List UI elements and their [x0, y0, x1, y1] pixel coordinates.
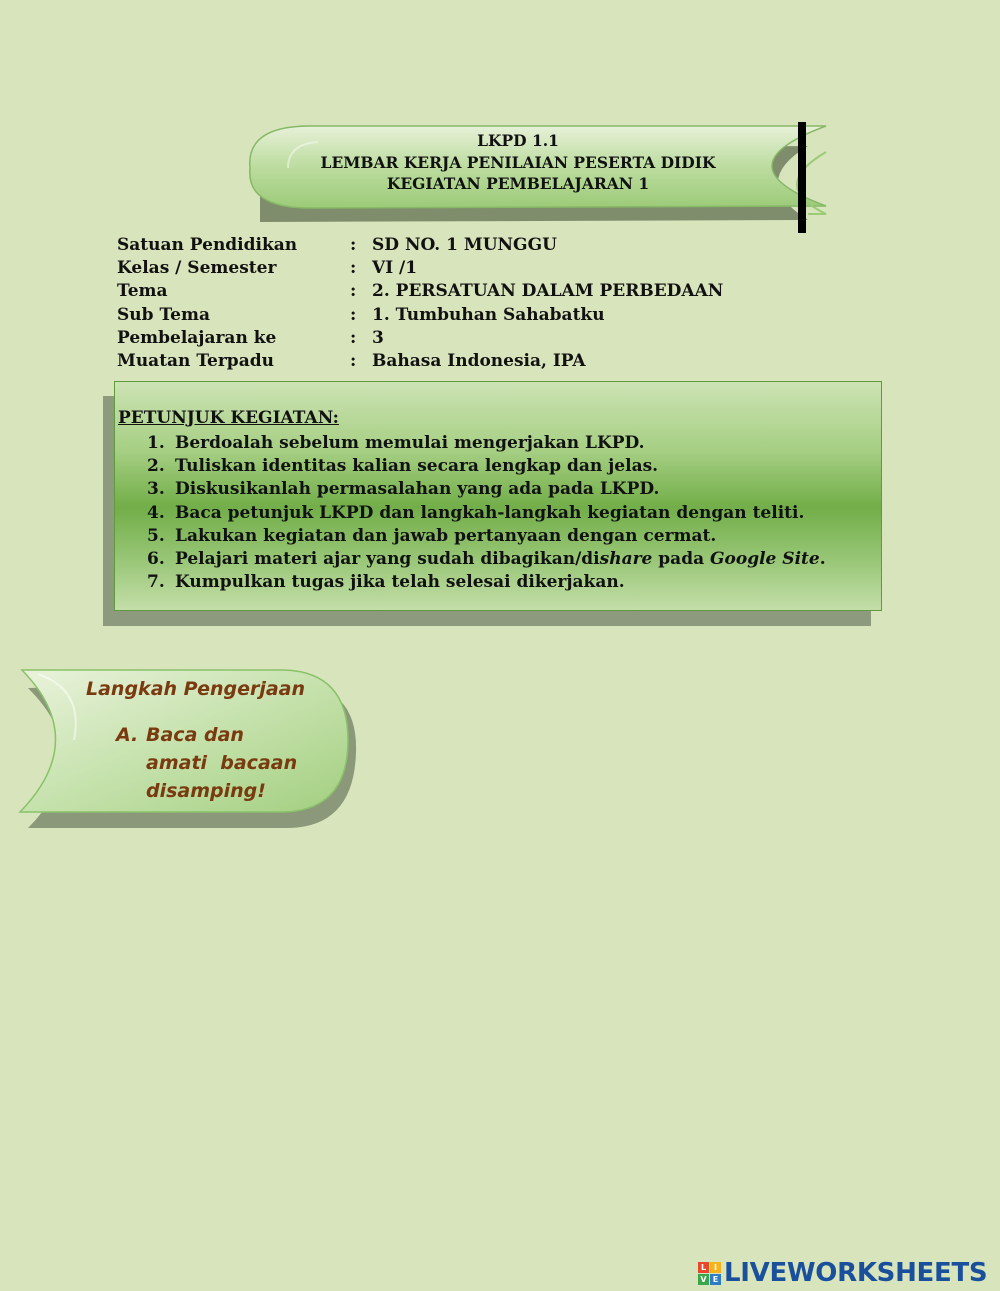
- identity-colon: :: [350, 281, 357, 302]
- logo-tile: I: [710, 1262, 721, 1273]
- steps-line: Baca dan: [146, 724, 244, 746]
- identity-row: [117, 304, 723, 327]
- logo-tile: V: [698, 1274, 709, 1285]
- identity-row: [117, 234, 723, 257]
- instruction-text-italic: Google Site: [710, 549, 820, 570]
- instruction-number: 4.: [147, 502, 165, 523]
- logo-tile: L: [698, 1262, 709, 1273]
- identity-row: [117, 350, 723, 373]
- instruction-text: Baca petunjuk LKPD dan langkah-langkah kegiatan dengan teliti.: [175, 502, 805, 523]
- identity-colon: :: [350, 351, 357, 372]
- title-line-3: KEGIATAN PEMBELAJARAN 1: [386, 174, 650, 193]
- instruction-text: Lakukan kegiatan dan jawab pertanyaan dengan cermat.: [175, 525, 717, 546]
- instruction-text: [175, 548, 826, 571]
- identity-colon: :: [350, 327, 357, 348]
- instruction-item: [147, 478, 826, 501]
- identity-value: VI /1: [372, 258, 418, 279]
- identity-table: [117, 234, 723, 373]
- instruction-text-part: .: [819, 549, 826, 570]
- steps-line: amati bacaan: [146, 752, 298, 774]
- instruction-item: [147, 548, 826, 571]
- steps-item: [116, 721, 297, 805]
- steps-line: disamping!: [146, 780, 266, 802]
- instruction-text: Diskusikanlah permasalahan yang ada pada LKPD.: [175, 479, 660, 500]
- identity-row: [117, 257, 723, 280]
- banner-title: [278, 130, 758, 195]
- instruction-item: [147, 525, 826, 548]
- instruction-number: 3.: [147, 479, 165, 500]
- steps-title: Langkah Pengerjaan: [86, 678, 306, 700]
- instruction-number: 5.: [147, 525, 165, 546]
- identity-label: Pembelajaran ke: [117, 327, 277, 348]
- identity-row: [117, 327, 723, 350]
- instruction-text-part: pada: [652, 549, 711, 570]
- identity-value: SD NO. 1 MUNGGU: [372, 235, 557, 255]
- instructions-box: [114, 381, 882, 611]
- instruction-number: 1.: [147, 433, 165, 453]
- identity-label: Muatan Terpadu: [117, 351, 274, 372]
- identity-colon: :: [350, 235, 357, 255]
- liveworksheets-logo: [698, 1258, 987, 1288]
- identity-label: Tema: [117, 281, 168, 302]
- identity-colon: :: [350, 258, 357, 279]
- header-banner: [248, 122, 828, 234]
- steps-item-text: [146, 721, 297, 805]
- instruction-text: Tuliskan identitas kalian secara lengkap dan jelas.: [175, 456, 659, 477]
- instruction-text-part: Pelajari materi ajar yang sudah dibagikan/di: [175, 549, 600, 570]
- steps-scroll: [18, 668, 358, 832]
- identity-value: 2. PERSATUAN DALAM PERBEDAAN: [372, 281, 724, 302]
- instruction-number: 2.: [147, 456, 165, 477]
- identity-row: [117, 280, 723, 303]
- instruction-text-italic: share: [599, 549, 653, 570]
- identity-value: 3: [372, 327, 384, 348]
- identity-value: 1. Tumbuhan Sahabatku: [372, 304, 605, 325]
- instruction-text: Kumpulkan tugas jika telah selesai dikerjakan.: [175, 572, 625, 593]
- title-line-1: LKPD 1.1: [477, 131, 559, 150]
- identity-label: Satuan Pendidikan: [117, 235, 298, 255]
- instruction-item: [147, 432, 826, 455]
- instructions-list: [147, 432, 826, 594]
- instructions-title: PETUNJUK KEGIATAN:: [118, 408, 339, 428]
- identity-label: Sub Tema: [117, 304, 210, 325]
- identity-colon: :: [350, 304, 357, 325]
- instruction-item: [147, 502, 826, 525]
- instruction-number: 6.: [147, 549, 165, 570]
- logo-tile: E: [710, 1274, 721, 1285]
- logo-text: LIVEWORKSHEETS: [724, 1258, 988, 1288]
- banner-vertical-bar: [798, 122, 806, 233]
- identity-label: Kelas / Semester: [117, 258, 277, 279]
- steps-item-letter: A.: [116, 724, 139, 746]
- instruction-number: 7.: [147, 572, 165, 593]
- title-line-2: LEMBAR KERJA PENILAIAN PESERTA DIDIK: [320, 152, 716, 172]
- instruction-text: Berdoalah sebelum memulai mengerjakan LKPD.: [175, 433, 645, 453]
- instruction-item: [147, 571, 826, 594]
- identity-value: Bahasa Indonesia, IPA: [372, 351, 586, 372]
- logo-icon: [698, 1262, 721, 1285]
- instruction-item: [147, 455, 826, 478]
